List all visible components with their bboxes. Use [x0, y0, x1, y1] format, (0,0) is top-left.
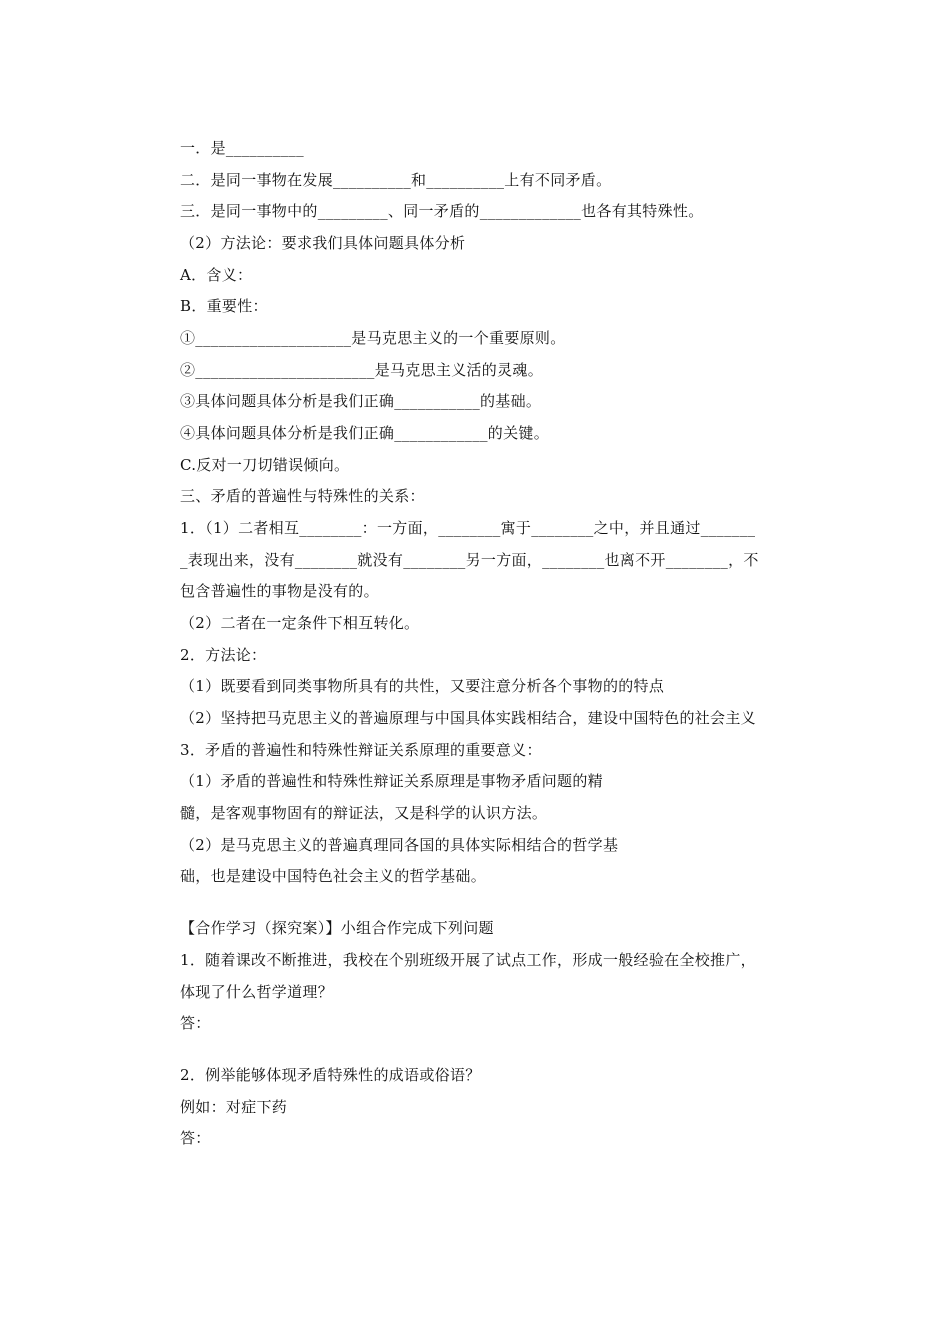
example-text: 例如：对症下药 — [180, 1098, 288, 1116]
text-line: （2）方法论：要求我们具体问题具体分析 — [180, 234, 466, 252]
text-line: ③具体问题具体分析是我们正确___________的基础。 — [180, 392, 542, 410]
text-line: ④具体问题具体分析是我们正确____________的关键。 — [180, 424, 550, 442]
text-line: C.反对一刀切错误倾向。 — [180, 456, 350, 474]
text-line: （2）坚持把马克思主义的普遍原理与中国具体实践相结合，建设中国特色的社会主义 — [180, 709, 756, 727]
text-line: 髓，是客观事物固有的辩证法，又是科学的认识方法。 — [180, 804, 548, 822]
text-line: ①____________________是马克思主义的一个重要原则。 — [180, 329, 566, 347]
text-line: 二．是同一事物在发展__________和__________上有不同矛盾。 — [180, 171, 612, 189]
question-text: 2．例举能够体现矛盾特殊性的成语或俗语？ — [180, 1066, 481, 1084]
text-line: _表现出来，没有________就没有________另一方面，________也离不开________，不 — [180, 551, 759, 569]
text-line: 三．是同一事物中的_________、同一矛盾的_____________也各有其特殊性。 — [180, 202, 704, 220]
text-line: A．含义： — [180, 266, 253, 284]
section-heading: 【合作学习（探究案）】小组合作完成下列问题 — [180, 919, 494, 937]
text-line: （1）矛盾的普遍性和特殊性辩证关系原理是事物矛盾问题的精 — [180, 772, 603, 790]
text-line: 础，也是建设中国特色社会主义的哲学基础。 — [180, 867, 487, 885]
question-text: 1．随着课改不断推进，我校在个别班级开展了试点工作，形成一般经验在全校推广， — [180, 951, 756, 969]
text-line: （1）既要看到同类事物所具有的共性，又要注意分析各个事物的的特点 — [180, 677, 665, 695]
text-line: 2．方法论： — [180, 646, 267, 664]
text-line: （2）是马克思主义的普遍真理同各国的具体实际相结合的哲学基 — [180, 836, 619, 854]
text-line: 1．（1）二者相互________：一方面，________寓于________之中，并且通过_______ — [180, 519, 756, 537]
question-text: 体现了什么哲学道理？ — [180, 983, 334, 1001]
answer-label: 答： — [180, 1014, 211, 1032]
text-line: ②_______________________是马克思主义活的灵魂。 — [180, 361, 544, 379]
answer-label: 答： — [180, 1129, 211, 1147]
text-line: 一．是__________ — [180, 139, 304, 157]
text-line: B．重要性： — [180, 297, 268, 315]
text-line: 3．矛盾的普遍性和特殊性辩证关系原理的重要意义： — [180, 741, 542, 759]
text-line: （2）二者在一定条件下相互转化。 — [180, 614, 420, 632]
section-heading: 三、矛盾的普遍性与特殊性的关系： — [180, 487, 425, 505]
text-line: 包含普遍性的事物是没有的。 — [180, 582, 379, 600]
